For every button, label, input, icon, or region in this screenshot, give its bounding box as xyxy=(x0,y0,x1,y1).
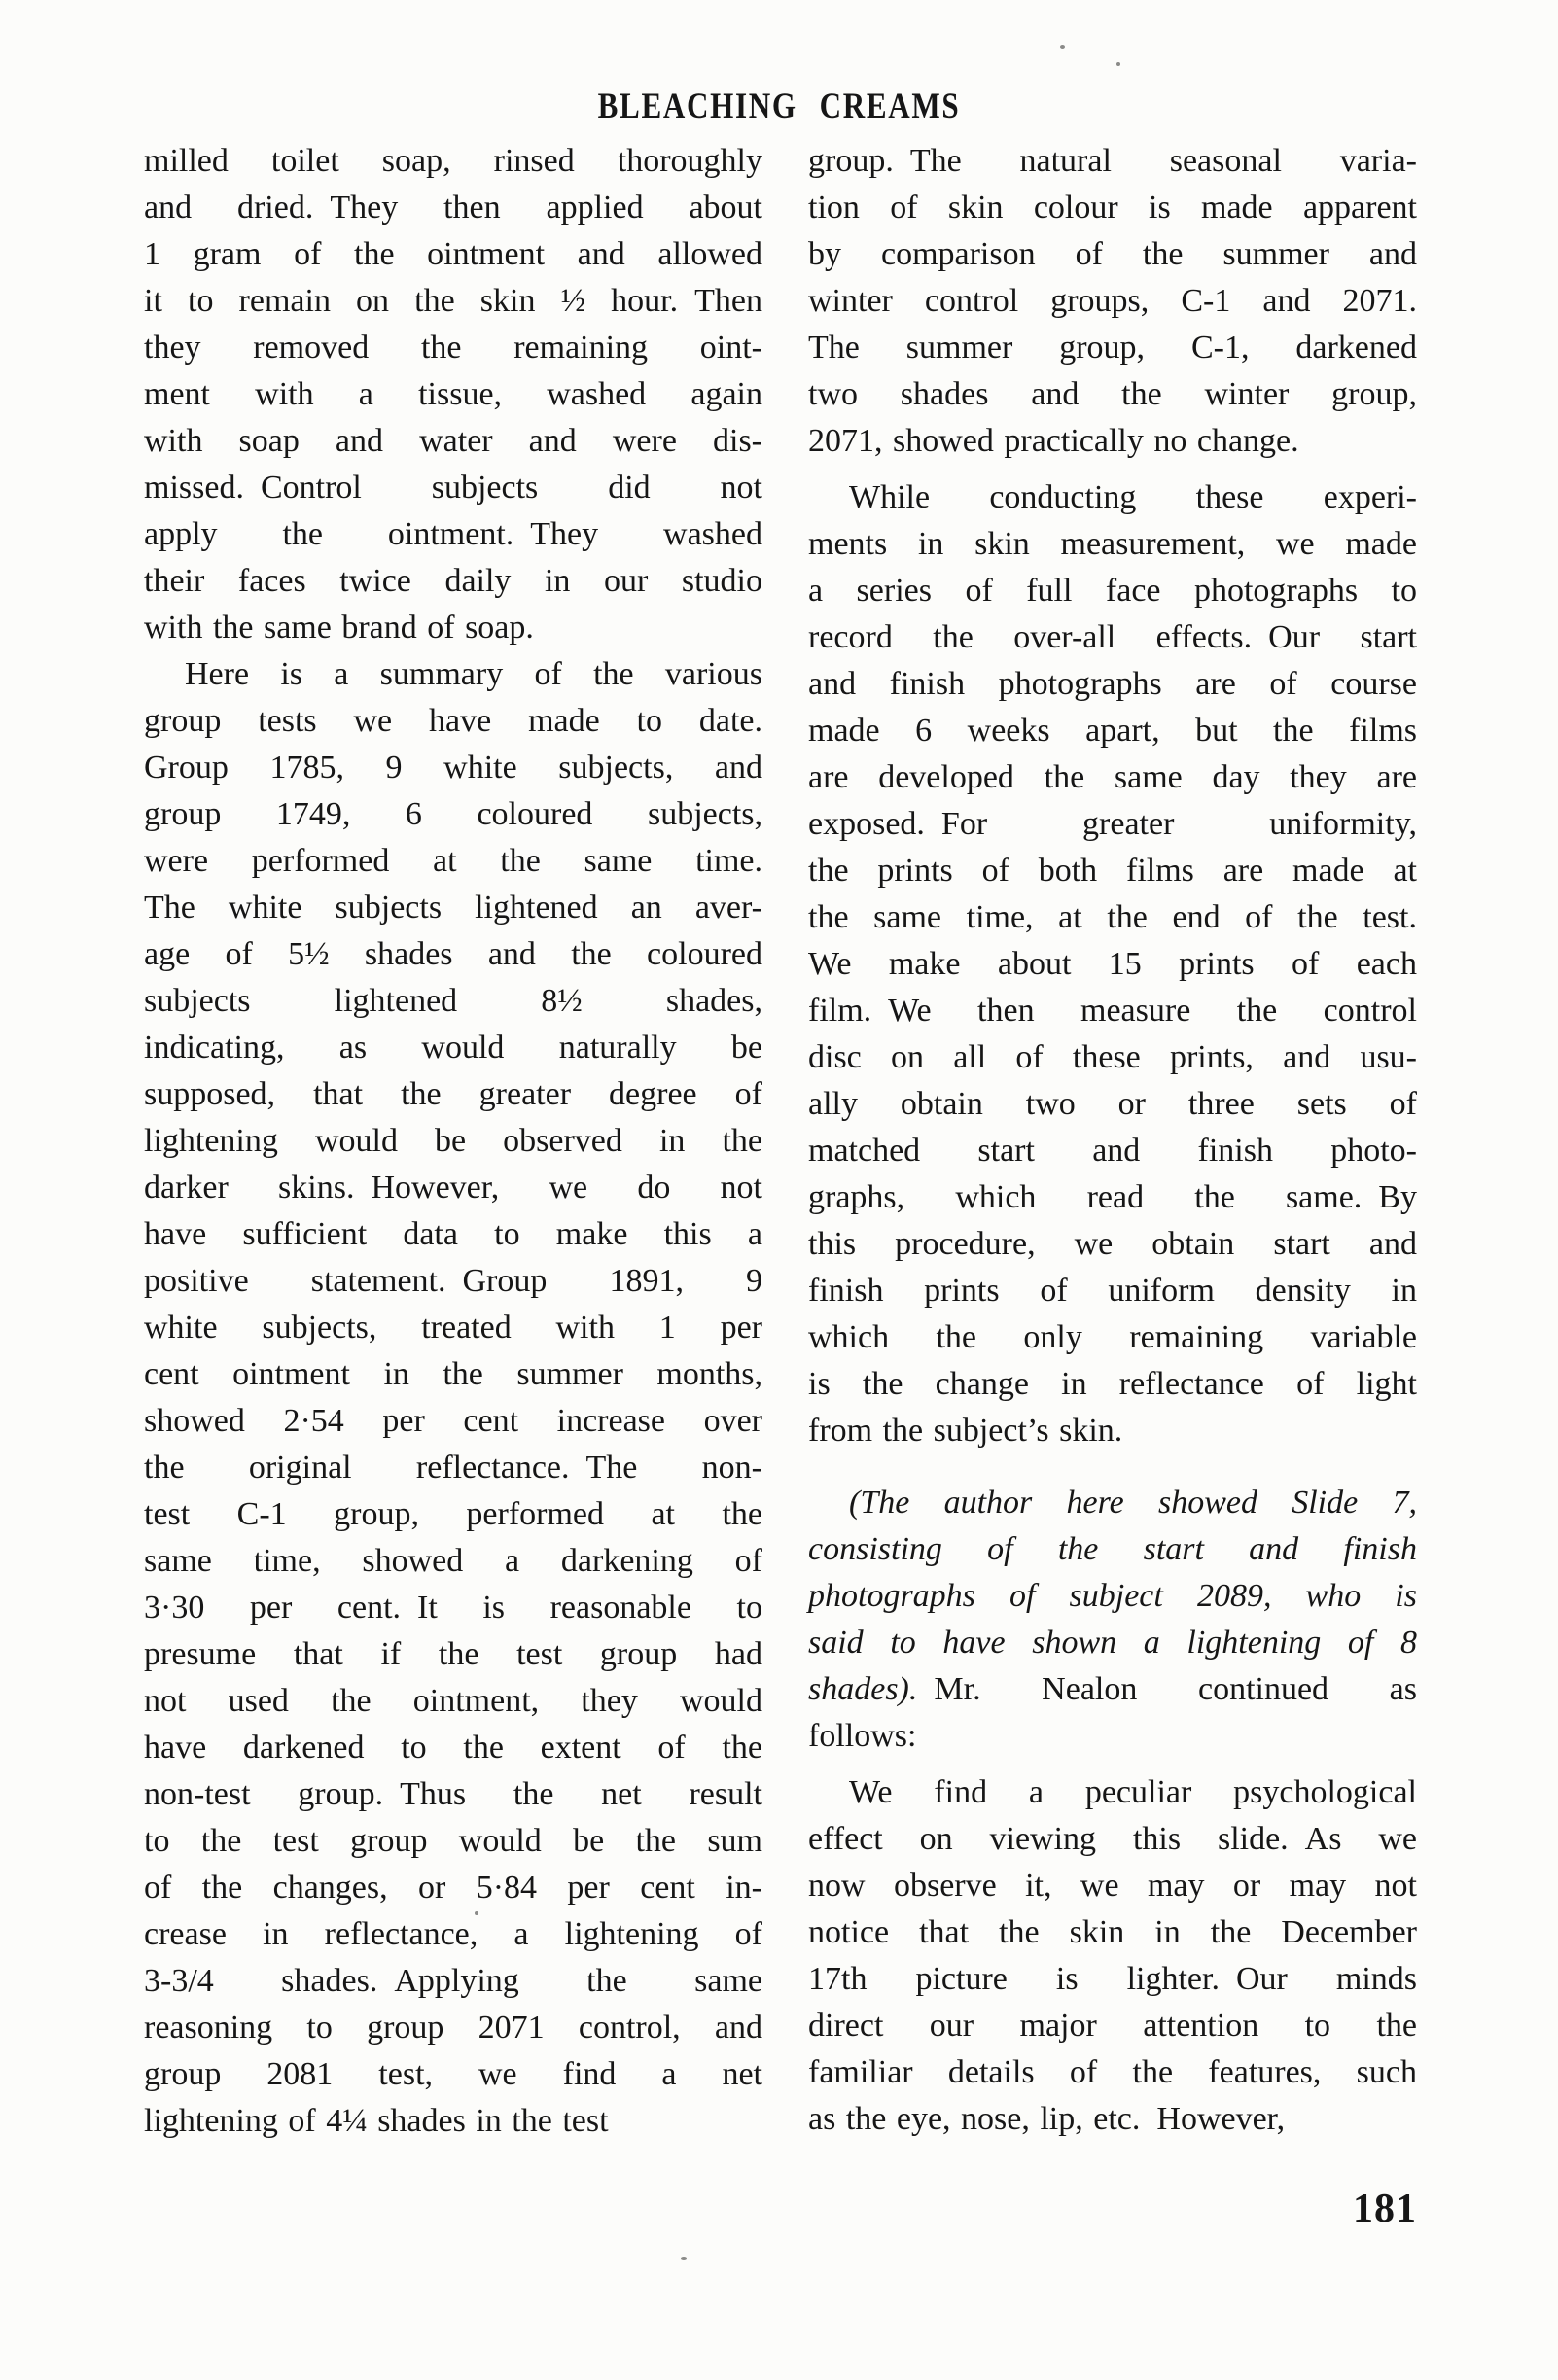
scan-speck xyxy=(475,1911,478,1915)
text-line: 3-3/4 shades. Applying the same xyxy=(144,1963,762,1999)
text-line: which the only remaining variable xyxy=(808,1319,1417,1355)
text-line: a series of full face photographs to xyxy=(808,573,1417,609)
text-line: now observe it, we may or may not xyxy=(808,1868,1417,1904)
text-line: and dried. They then applied about xyxy=(144,190,762,226)
text-line: as the eye, nose, lip, etc. However, xyxy=(808,2101,1286,2137)
text-line: record the over-all effects. Our start xyxy=(808,619,1417,655)
text-line: The white subjects lightened an aver- xyxy=(144,890,762,926)
text-line: have darkened to the extent of the xyxy=(144,1730,762,1766)
text-line: familiar details of the features, such xyxy=(808,2054,1417,2090)
running-header: BLEACHING CREAMS xyxy=(597,87,961,126)
text-line: by comparison of the summer and xyxy=(808,236,1417,272)
text-line: disc on all of these prints, and usu- xyxy=(808,1039,1417,1075)
text-line: test C-1 group, performed at the xyxy=(144,1496,762,1532)
text-line: supposed, that the greater degree of xyxy=(144,1076,762,1112)
text-line: presume that if the test group had xyxy=(144,1636,762,1672)
text-line: photographs of subject 2089, who is xyxy=(808,1578,1417,1614)
text-line: apply the ointment. They washed xyxy=(144,516,762,552)
paragraph xyxy=(808,474,1417,1454)
text-line: crease in reflectance, a lightening of xyxy=(144,1916,762,1952)
text-line: the same time, at the end of the test. xyxy=(808,899,1417,935)
paragraph xyxy=(808,1480,1417,1760)
text-line: they removed the remaining oint- xyxy=(144,330,762,366)
text-line: winter control groups, C-1 and 2071. xyxy=(808,283,1417,319)
text-line: indicating, as would naturally be xyxy=(144,1030,762,1066)
text-line: group. The natural seasonal varia- xyxy=(808,143,1417,179)
text-line xyxy=(808,1713,1417,1760)
text-line: were performed at the same time. xyxy=(144,843,762,879)
left-column xyxy=(144,138,762,2145)
text-line: is the change in reflectance of light xyxy=(808,1366,1417,1402)
text-line: consisting of the start and finish xyxy=(808,1531,1417,1567)
text-line: this procedure, we obtain start and xyxy=(808,1226,1417,1262)
text-line: ally obtain two or three sets of xyxy=(808,1086,1417,1122)
text-line: and finish photographs are of course xyxy=(808,666,1417,702)
paragraph xyxy=(808,138,1417,465)
text-line: direct our major attention to the xyxy=(808,2008,1417,2044)
text-line: tion of skin colour is made apparent xyxy=(808,190,1417,226)
text-line: not used the ointment, they would xyxy=(144,1683,762,1719)
text-line: age of 5½ shades and the coloured xyxy=(144,936,762,972)
text-line: finish prints of uniform density in xyxy=(808,1273,1417,1309)
text-line: group 1749, 6 coloured subjects, xyxy=(144,796,762,832)
text-line: While conducting these experi- xyxy=(849,479,1417,515)
scan-speck xyxy=(1116,62,1120,66)
text-line: white subjects, treated with 1 per xyxy=(144,1310,762,1346)
text-line: said to have shown a lightening of 8 xyxy=(808,1625,1417,1661)
text-line: non-test group. Thus the net result xyxy=(144,1776,762,1812)
text-line: (The author here showed Slide 7, xyxy=(849,1485,1417,1521)
scan-speck xyxy=(1060,45,1065,49)
text-line: cent ointment in the summer months, xyxy=(144,1356,762,1392)
paragraph xyxy=(144,138,762,651)
text-line: are developed the same day they are xyxy=(808,759,1417,795)
text-line: darker skins. However, we do not xyxy=(144,1170,762,1206)
text-line: matched start and finish photo- xyxy=(808,1133,1417,1169)
text-line: milled toilet soap, rinsed thoroughly xyxy=(144,143,762,179)
text-line: the prints of both films are made at xyxy=(808,853,1417,889)
text-line: the original reflectance. The non- xyxy=(144,1450,762,1486)
text-line xyxy=(808,1666,1417,1713)
text-segment: follows: xyxy=(808,1718,917,1754)
text-line: from the subject’s skin. xyxy=(808,1413,1123,1449)
text-line: missed. Control subjects did not xyxy=(144,470,762,506)
text-line: group 2081 test, we find a net xyxy=(144,2056,762,2092)
text-line: ments in skin measurement, we made xyxy=(808,526,1417,562)
text-line: made 6 weeks apart, but the films xyxy=(808,713,1417,749)
text-line: ment with a tissue, washed again xyxy=(144,376,762,412)
text-line: same time, showed a darkening of xyxy=(144,1543,762,1579)
text-segment: shades). xyxy=(808,1671,935,1707)
text-line: positive statement. Group 1891, 9 xyxy=(144,1263,762,1299)
text-line: The summer group, C-1, darkened xyxy=(808,330,1417,366)
text-line: 2071, showed practically no change. xyxy=(808,423,1299,459)
page-number: 181 xyxy=(1353,2187,1417,2231)
text-line: their faces twice daily in our studio xyxy=(144,563,762,599)
text-line: reasoning to group 2071 control, and xyxy=(144,2010,762,2046)
text-line: showed 2·54 per cent increase over xyxy=(144,1403,762,1439)
text-line: of the changes, or 5·84 per cent in- xyxy=(144,1870,762,1906)
text-line: film. We then measure the control xyxy=(808,993,1417,1029)
paragraph xyxy=(144,651,762,2145)
text-line: exposed. For greater uniformity, xyxy=(808,806,1417,842)
scan-speck xyxy=(681,2258,687,2260)
text-line: group tests we have made to date. xyxy=(144,703,762,739)
text-line: have sufficient data to make this a xyxy=(144,1216,762,1252)
right-column xyxy=(808,138,1417,2143)
text-line: lightening would be observed in the xyxy=(144,1123,762,1159)
text-line: two shades and the winter group, xyxy=(808,376,1417,412)
text-line: 17th picture is lighter. Our minds xyxy=(808,1961,1417,1997)
text-line: 1 gram of the ointment and allowed xyxy=(144,236,762,272)
text-line: with soap and water and were dis- xyxy=(144,423,762,459)
text-line: it to remain on the skin ½ hour. Then xyxy=(144,283,762,319)
text-line: 3·30 per cent. It is reasonable to xyxy=(144,1590,762,1626)
text-line: We find a peculiar psychological xyxy=(849,1774,1417,1810)
paragraph xyxy=(808,1769,1417,2143)
text-line: Group 1785, 9 white subjects, and xyxy=(144,750,762,786)
text-line: subjects lightened 8½ shades, xyxy=(144,983,762,1019)
text-line: notice that the skin in the December xyxy=(808,1914,1417,1950)
text-line: graphs, which read the same. By xyxy=(808,1179,1417,1215)
text-line: effect on viewing this slide. As we xyxy=(808,1821,1417,1857)
text-line: lightening of 4¼ shades in the test xyxy=(144,2103,609,2139)
text-line: We make about 15 prints of each xyxy=(808,946,1417,982)
text-line: Here is a summary of the various xyxy=(185,656,762,692)
text-line: with the same brand of soap. xyxy=(144,610,534,646)
text-segment: Mr. Nealon continued as xyxy=(934,1671,1417,1707)
text-line: to the test group would be the sum xyxy=(144,1823,762,1859)
